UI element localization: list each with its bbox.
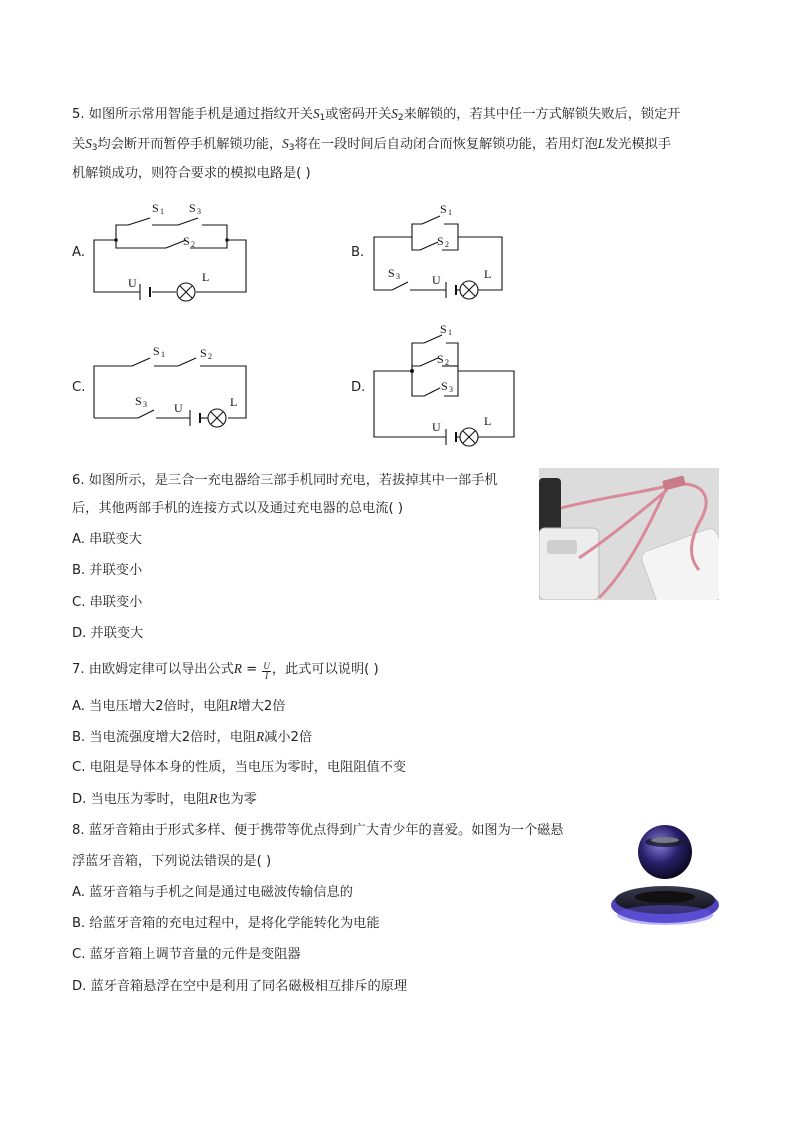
circuit-b <box>374 202 502 299</box>
ohm-fraction: $\frac{U}{I}$ <box>263 661 270 681</box>
circuit-b-u-label: U <box>432 273 441 287</box>
svg-text:1: 1 <box>448 208 452 217</box>
q7-option-a: A. 当电压增大2倍时，电阻R增大2倍 <box>72 698 286 714</box>
circuit-a <box>94 201 246 301</box>
circuit-b-s1-label: S <box>440 202 447 216</box>
circuit-d-s3-label: S <box>441 379 448 393</box>
q5-option-a-label: A. <box>72 245 85 260</box>
circuit-c-s2-label: S <box>200 346 207 360</box>
circuit-c-s3-label: S <box>135 394 142 408</box>
q5-line-3: 机解锁成功，则符合要求的模拟电路是( ) <box>72 166 311 181</box>
q6-option-d: D. 并联变大 <box>72 626 144 641</box>
q5-line-1: 5. 如图所示常用智能手机是通过指纹开关$S_1$或密码开关$S_2$来解锁的，若其中任一方式解锁失败后，锁定开 <box>72 106 681 123</box>
circuit-d-u-label: U <box>432 420 441 434</box>
circuit-d-s1-label: S <box>440 322 447 336</box>
q7-option-d: D. 当电压为零时，电阻R也为零 <box>72 791 257 807</box>
q7-option-b: B. 当电流强度增大2倍时，电阻R减小2倍 <box>72 729 313 745</box>
svg-text:3: 3 <box>143 400 147 409</box>
q6-option-a: A. 串联变大 <box>72 532 142 547</box>
circuit-c-u-label: U <box>174 401 183 415</box>
q7-option-c: C. 电阻是导体本身的性质，当电压为零时，电阻阻值不变 <box>72 760 407 775</box>
q5-option-c-label: C. <box>72 380 86 395</box>
q8-option-b: B. 给蓝牙音箱的充电过程中，是将化学能转化为电能 <box>72 916 380 931</box>
q8-option-c: C. 蓝牙音箱上调节音量的元件是变阻器 <box>72 947 301 962</box>
circuit-d-l-label: L <box>484 414 492 428</box>
svg-text:1: 1 <box>160 207 164 216</box>
svg-text:2: 2 <box>208 352 212 361</box>
svg-text:2: 2 <box>445 358 449 367</box>
speaker-photo-art <box>610 820 720 938</box>
svg-text:3: 3 <box>197 207 201 216</box>
q6-line-1: 6. 如图所示，是三合一充电器给三部手机同时充电，若拔掉其中一部手机 <box>72 473 498 488</box>
q6-line-2: 后，其他两部手机的连接方式以及通过充电器的总电流( ) <box>72 501 403 516</box>
q8-line-2: 浮蓝牙音箱，下列说法错误的是( ) <box>72 854 272 869</box>
circuit-b-s2-label: S <box>437 234 444 248</box>
circuit-c-s1-label: S <box>153 344 160 358</box>
circuit-a-s3-label: S <box>189 201 196 215</box>
svg-text:2: 2 <box>445 240 449 249</box>
charger-photo <box>539 468 719 600</box>
circuit-b-l-label: L <box>484 267 492 281</box>
svg-text:3: 3 <box>396 272 400 281</box>
circuit-c-l-label: L <box>230 395 238 409</box>
speaker-photo <box>610 820 720 938</box>
svg-text:2: 2 <box>191 240 195 249</box>
charger-photo-art <box>539 468 719 600</box>
circuit-a-s1-label: S <box>152 201 159 215</box>
circuit-d-s2-label: S <box>437 352 444 366</box>
svg-text:1: 1 <box>161 350 165 359</box>
q8-option-a: A. 蓝牙音箱与手机之间是通过电磁波传输信息的 <box>72 885 353 900</box>
q5-line-2: 关$S_3$均会断开而暂停手机解锁功能，$S_3$将在一段时间后自动闭合而恢复解锁功能，若用灯泡L发光模拟手 <box>72 136 672 153</box>
svg-text:3: 3 <box>449 385 453 394</box>
circuit-c <box>94 344 246 427</box>
circuit-a-l-label: L <box>202 270 210 284</box>
q8-option-d: D. 蓝牙音箱悬浮在空中是利用了同名磁极相互排斥的原理 <box>72 979 408 994</box>
q5-option-b-label: B. <box>351 245 365 260</box>
circuit-a-s2-label: S <box>183 234 190 248</box>
circuit-d <box>374 322 514 446</box>
q6-option-b: B. 并联变小 <box>72 563 143 578</box>
q6-option-c: C. 串联变小 <box>72 595 143 610</box>
q5-option-d-label: D. <box>351 380 366 395</box>
circuit-b-s3-label: S <box>388 266 395 280</box>
svg-text:1: 1 <box>448 328 452 337</box>
circuit-a-u-label: U <box>128 276 137 290</box>
q8-line-1: 8. 蓝牙音箱由于形式多样、便于携带等优点得到广大青少年的喜爱。如图为一个磁悬 <box>72 823 564 838</box>
q7-stem: 7. 由欧姆定律可以导出公式R = $\frac{U}{I}$ ，此式可以说明( ) <box>72 661 379 681</box>
